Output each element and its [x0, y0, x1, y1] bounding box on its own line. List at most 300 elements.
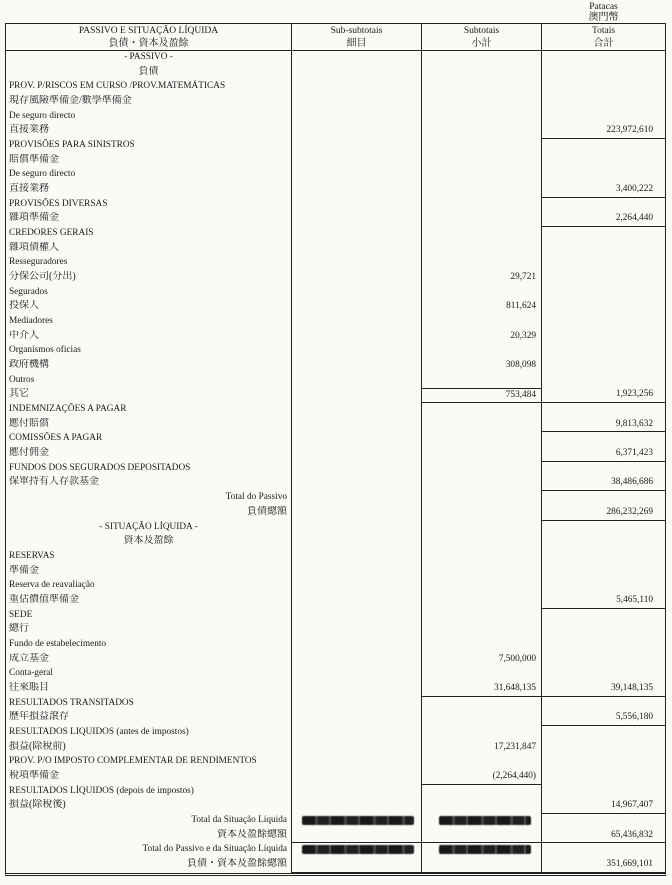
row-label: 成立基金: [9, 652, 49, 664]
subtotal-cell: [421, 594, 541, 609]
subtotal-cell: [421, 697, 541, 712]
row-label-cell: [6, 653, 291, 668]
total-cell: [541, 755, 665, 770]
row-label-cell: [6, 227, 291, 242]
row-label-cell: [6, 843, 291, 858]
table-body: [6, 51, 665, 873]
table-row: [6, 80, 665, 95]
amount-value: 223,972,610: [606, 125, 653, 136]
subtotal-cell: [421, 95, 541, 110]
sub-subtotal-cell: [291, 124, 421, 139]
table-row: [6, 139, 665, 154]
table-row: [6, 300, 665, 315]
total-cell: [541, 667, 665, 682]
table-row: [6, 506, 665, 521]
subtotal-cell: [421, 843, 541, 858]
table-row: [6, 403, 665, 418]
subtotal-cell: [421, 286, 541, 301]
row-label-cell: [6, 139, 291, 154]
table-row: [6, 432, 665, 447]
total-cell: [541, 476, 665, 491]
total-cell: [541, 814, 665, 829]
sub-subtotal-cell: [291, 535, 421, 550]
table-row: [6, 462, 665, 477]
total-cell: [541, 124, 665, 139]
row-label-cell: [6, 300, 291, 315]
row-label-cell: [6, 344, 291, 359]
sub-subtotal-cell: [291, 183, 421, 198]
total-cell: [541, 51, 665, 66]
amount-value: 31,648,135: [494, 682, 536, 693]
total-cell: [541, 799, 665, 814]
amount-value: (2,264,440): [492, 770, 536, 781]
row-label: Mediadores: [9, 316, 53, 327]
subtotal-cell: [421, 579, 541, 594]
amount-value: 286,232,269: [606, 506, 653, 517]
row-label: PROV. P/RISCOS EM CURSO /PROV.MATEMÁTICAS: [9, 81, 226, 92]
sub-subtotal-cell: [291, 242, 421, 257]
table-row: [6, 623, 665, 638]
row-label-cell: [6, 359, 291, 374]
subtotal-cell: [421, 653, 541, 668]
row-label-cell: [6, 51, 291, 66]
subtotal-cell: [421, 682, 541, 697]
sub-subtotal-cell: [291, 374, 421, 389]
sub-subtotal-cell: [291, 154, 421, 169]
row-label-cell: [6, 638, 291, 653]
table-row: [6, 183, 665, 198]
row-label-cell: [6, 521, 291, 536]
sub-subtotal-cell: [291, 506, 421, 521]
row-label: 損益(除稅前): [9, 740, 66, 752]
row-label: 分保公司(分出): [9, 271, 76, 283]
header-col-description: [6, 24, 291, 50]
row-label: 準備金: [9, 564, 39, 576]
sub-subtotal-cell: [291, 785, 421, 800]
row-label-cell: [6, 315, 291, 330]
row-label-cell: [6, 594, 291, 609]
total-cell: [541, 506, 665, 521]
subtotal-cell: [421, 447, 541, 462]
subtotal-cell: [421, 785, 541, 800]
row-label: 中介人: [9, 329, 39, 341]
amount-value: 308,098: [505, 360, 536, 371]
row-label-cell: [6, 256, 291, 271]
subtotal-cell: [421, 256, 541, 271]
table-row: [6, 550, 665, 565]
table-row: [6, 66, 665, 81]
subtotal-cell: [421, 462, 541, 477]
table-row: [6, 330, 665, 345]
subtotal-cell: [421, 770, 541, 785]
row-label: Outros: [9, 374, 35, 385]
total-cell: [541, 697, 665, 712]
row-label-cell: [6, 124, 291, 139]
sub-subtotal-cell: [291, 741, 421, 756]
row-label: 歷年損益滾存: [9, 711, 69, 723]
total-cell: [541, 286, 665, 301]
row-label-cell: [6, 565, 291, 580]
sub-subtotal-cell: [291, 330, 421, 345]
row-label: CREDORES GERAIS: [9, 228, 94, 239]
table-row: [6, 51, 665, 66]
subtotal-cell: [421, 814, 541, 829]
sub-subtotal-cell: [291, 212, 421, 227]
row-label-cell: [6, 814, 291, 829]
row-label-cell: [6, 755, 291, 770]
total-cell: [541, 858, 665, 873]
total-cell: [541, 462, 665, 477]
table-row: [6, 344, 665, 359]
row-label: Total do Passivo: [225, 492, 287, 503]
table-row: [6, 755, 665, 770]
table-row: [6, 565, 665, 580]
ink-smudge-artifact: [302, 845, 414, 854]
table-row: [6, 609, 665, 624]
table-row: [6, 770, 665, 785]
row-label: 總行: [9, 623, 29, 635]
row-label: - PASSIVO -: [124, 52, 173, 62]
sub-subtotal-cell: [291, 579, 421, 594]
amount-value: 6,371,423: [615, 448, 653, 459]
table-row: [6, 785, 665, 800]
total-cell: [541, 447, 665, 462]
row-label: 投保人: [9, 300, 39, 312]
total-cell: [541, 829, 665, 844]
total-cell: [541, 623, 665, 638]
sub-subtotal-cell: [291, 653, 421, 668]
sub-subtotal-cell: [291, 227, 421, 242]
subtotal-cell: [421, 168, 541, 183]
sub-subtotal-cell: [291, 726, 421, 741]
row-label: 資本及盈餘: [123, 535, 174, 547]
sub-subtotal-cell: [291, 286, 421, 301]
subtotal-cell: [421, 535, 541, 550]
subtotal-cell: [421, 565, 541, 580]
subtotal-cell: [421, 506, 541, 521]
row-label: 損益(除稅後): [9, 799, 66, 811]
sub-subtotal-cell: [291, 638, 421, 653]
row-label-cell: [6, 168, 291, 183]
subtotal-cell: [421, 609, 541, 624]
table-row: [6, 227, 665, 242]
total-cell: [541, 741, 665, 756]
header-totals-pt: Totais: [591, 26, 616, 36]
table-row: [6, 711, 665, 726]
table-row: [6, 653, 665, 668]
subtotal-cell: [421, 300, 541, 315]
sub-subtotal-cell: [291, 521, 421, 536]
total-cell: [541, 711, 665, 726]
table-header: [6, 24, 665, 51]
amount-value: 1,923,256: [615, 389, 653, 400]
row-label-cell: [6, 66, 291, 81]
row-label-cell: [6, 667, 291, 682]
sub-subtotal-cell: [291, 697, 421, 712]
sub-subtotal-cell: [291, 110, 421, 125]
amount-value: 17,231,847: [494, 741, 536, 752]
total-cell: [541, 183, 665, 198]
subtotal-cell: [421, 139, 541, 154]
subtotal-cell: [421, 124, 541, 139]
row-label-cell: [6, 858, 291, 873]
row-label-cell: [6, 403, 291, 418]
header-description-pt: PASSIVO E SITUAÇÃO LÍQUIDA: [78, 26, 219, 36]
row-label: PROVISÕES DIVERSAS: [9, 198, 108, 209]
ink-smudge-artifact: [439, 816, 531, 825]
amount-value: 753,484: [505, 390, 536, 401]
ink-smudge-artifact: [439, 845, 531, 854]
row-label-cell: [6, 80, 291, 95]
header-col-sub-subtotals: [291, 24, 421, 50]
table-row: [6, 256, 665, 271]
subtotal-cell: [421, 154, 541, 169]
table-row: [6, 535, 665, 550]
row-label: 賠償準備金: [9, 153, 59, 165]
header-sub-subtotals-pt: Sub-subtotais: [330, 26, 383, 36]
row-label: SEDE: [9, 609, 33, 620]
row-label: INDEMNIZAÇÕES A PAGAR: [9, 404, 127, 415]
header-sub-subtotals-zh: 細目: [346, 37, 367, 49]
total-cell: [541, 432, 665, 447]
subtotal-cell: [421, 755, 541, 770]
sub-subtotal-cell: [291, 476, 421, 491]
subtotal-cell: [421, 799, 541, 814]
total-cell: [541, 579, 665, 594]
sub-subtotal-cell: [291, 667, 421, 682]
balance-sheet-table: [5, 23, 666, 876]
total-cell: [541, 594, 665, 609]
row-label-cell: [6, 388, 291, 403]
row-label-cell: [6, 447, 291, 462]
sub-subtotal-cell: [291, 462, 421, 477]
table-row: [6, 110, 665, 125]
row-label-cell: [6, 609, 291, 624]
row-label-cell: [6, 198, 291, 213]
table-row: [6, 418, 665, 433]
sub-subtotal-cell: [291, 80, 421, 95]
subtotal-cell: [421, 227, 541, 242]
row-label-cell: [6, 550, 291, 565]
amount-value: 2,264,440: [615, 213, 653, 224]
row-label: 雜項債權人: [9, 241, 59, 253]
sub-subtotal-cell: [291, 315, 421, 330]
row-label-cell: [6, 476, 291, 491]
subtotal-cell: [421, 829, 541, 844]
sub-subtotal-cell: [291, 755, 421, 770]
table-row: [6, 124, 665, 139]
sub-subtotal-cell: [291, 550, 421, 565]
total-cell: [541, 168, 665, 183]
row-label: Total do Passivo e da Situação Líquida: [142, 844, 287, 855]
row-label: Organismos oficias: [9, 345, 81, 356]
total-cell: [541, 418, 665, 433]
table-row: [6, 814, 665, 829]
sub-subtotal-cell: [291, 858, 421, 873]
table-row: [6, 388, 665, 403]
total-cell: [541, 535, 665, 550]
row-label-cell: [6, 286, 291, 301]
total-cell: [541, 300, 665, 315]
table-row: [6, 315, 665, 330]
table-row: [6, 374, 665, 389]
row-label: COMISSÕES A PAGAR: [9, 433, 103, 444]
subtotal-cell: [421, 491, 541, 506]
total-cell: [541, 110, 665, 125]
total-cell: [541, 315, 665, 330]
total-cell: [541, 95, 665, 110]
subtotal-cell: [421, 51, 541, 66]
total-cell: [541, 271, 665, 286]
sub-subtotal-cell: [291, 198, 421, 213]
row-label: - SITUAÇÃO LÍQUIDA -: [99, 521, 198, 532]
table-row: [6, 476, 665, 491]
amount-value: 38,486,686: [611, 477, 653, 488]
amount-value: 29,721: [510, 272, 536, 283]
row-label-cell: [6, 785, 291, 800]
row-label: PROVISÕES PARA SINISTROS: [9, 140, 135, 151]
amount-value: 39,148,135: [611, 682, 653, 693]
sub-subtotal-cell: [291, 799, 421, 814]
subtotal-cell: [421, 359, 541, 374]
row-label-cell: [6, 242, 291, 257]
total-cell: [541, 227, 665, 242]
currency-note-pt: Patacas: [589, 2, 618, 12]
sub-subtotal-cell: [291, 271, 421, 286]
amount-value: 20,329: [510, 330, 536, 341]
row-label-cell: [6, 682, 291, 697]
subtotal-cell: [421, 667, 541, 682]
table-row: [6, 198, 665, 213]
row-label: 其它: [9, 388, 29, 400]
row-label-cell: [6, 271, 291, 286]
sub-subtotal-cell: [291, 623, 421, 638]
table-row: [6, 95, 665, 110]
currency-note: [541, 2, 666, 23]
amount-value: 3,400,222: [615, 184, 653, 195]
subtotal-cell: [421, 315, 541, 330]
sub-subtotal-cell: [291, 770, 421, 785]
table-row: [6, 667, 665, 682]
table-row: [6, 726, 665, 741]
sub-subtotal-cell: [291, 51, 421, 66]
sub-subtotal-cell: [291, 594, 421, 609]
table-row: [6, 212, 665, 227]
row-label-cell: [6, 697, 291, 712]
subtotal-cell: [421, 66, 541, 81]
total-cell: [541, 843, 665, 858]
row-label: 直接業務: [9, 124, 49, 136]
row-label: RESULTADOS LÍQUIDOS (depois de impostos): [9, 785, 194, 796]
table-row: [6, 682, 665, 697]
sub-subtotal-cell: [291, 168, 421, 183]
subtotal-cell: [421, 711, 541, 726]
sub-subtotal-cell: [291, 95, 421, 110]
sub-subtotal-cell: [291, 403, 421, 418]
total-cell: [541, 374, 665, 389]
amount-value: 811,624: [506, 301, 536, 312]
amount-value: 351,669,101: [606, 858, 653, 869]
row-label: 負債: [138, 65, 159, 77]
subtotal-cell: [421, 476, 541, 491]
total-cell: [541, 491, 665, 506]
sub-subtotal-cell: [291, 829, 421, 844]
sub-subtotal-cell: [291, 418, 421, 433]
header-col-totals: [541, 24, 665, 50]
row-label: 往來賬目: [9, 681, 49, 693]
sub-subtotal-cell: [291, 491, 421, 506]
sub-subtotal-cell: [291, 256, 421, 271]
subtotal-cell: [421, 858, 541, 873]
row-label-cell: [6, 506, 291, 521]
table-row: [6, 799, 665, 814]
row-label: PROV. P/O IMPOSTO COMPLEMENTAR DE RENDIMENTOS: [9, 756, 257, 767]
table-row: [6, 359, 665, 374]
sub-subtotal-cell: [291, 359, 421, 374]
total-cell: [541, 726, 665, 741]
row-label-cell: [6, 711, 291, 726]
sub-subtotal-cell: [291, 388, 421, 403]
row-label-cell: [6, 374, 291, 389]
row-label: Segurados: [9, 286, 48, 297]
header-subtotals-pt: Subtotais: [463, 26, 500, 36]
header-subtotals-zh: 小計: [471, 37, 492, 49]
table-row: [6, 594, 665, 609]
table-row: [6, 843, 665, 858]
sub-subtotal-cell: [291, 66, 421, 81]
row-label-cell: [6, 432, 291, 447]
amount-value: 14,967,407: [611, 800, 653, 811]
table-row: [6, 697, 665, 712]
total-cell: [541, 256, 665, 271]
total-cell: [541, 565, 665, 580]
amount-value: 5,465,110: [616, 594, 653, 605]
total-cell: [541, 550, 665, 565]
header-totals-zh: 合計: [593, 37, 614, 49]
table-row: [6, 858, 665, 873]
row-label: Fundo de estabelecimento: [9, 638, 107, 649]
total-cell: [541, 80, 665, 95]
amount-value: 9,813,632: [615, 418, 653, 429]
subtotal-cell: [421, 726, 541, 741]
row-label: 應付佣金: [9, 447, 49, 459]
subtotal-cell: [421, 418, 541, 433]
table-row: [6, 579, 665, 594]
currency-note-zh: 澳門幣: [588, 11, 619, 23]
total-cell: [541, 521, 665, 536]
subtotal-cell: [421, 198, 541, 213]
total-cell: [541, 653, 665, 668]
subtotal-cell: [421, 432, 541, 447]
row-label: De seguro directo: [9, 110, 76, 121]
row-label-cell: [6, 770, 291, 785]
sub-subtotal-cell: [291, 139, 421, 154]
row-label: 政府機構: [9, 359, 49, 371]
row-label-cell: [6, 183, 291, 198]
table-row: [6, 829, 665, 844]
table-row: [6, 154, 665, 169]
table-row: [6, 741, 665, 756]
total-cell: [541, 638, 665, 653]
sub-subtotal-cell: [291, 432, 421, 447]
row-label-cell: [6, 491, 291, 506]
sub-subtotal-cell: [291, 300, 421, 315]
sub-subtotal-cell: [291, 843, 421, 858]
row-label-cell: [6, 462, 291, 477]
row-label-cell: [6, 726, 291, 741]
row-label-cell: [6, 110, 291, 125]
subtotal-cell: [421, 271, 541, 286]
